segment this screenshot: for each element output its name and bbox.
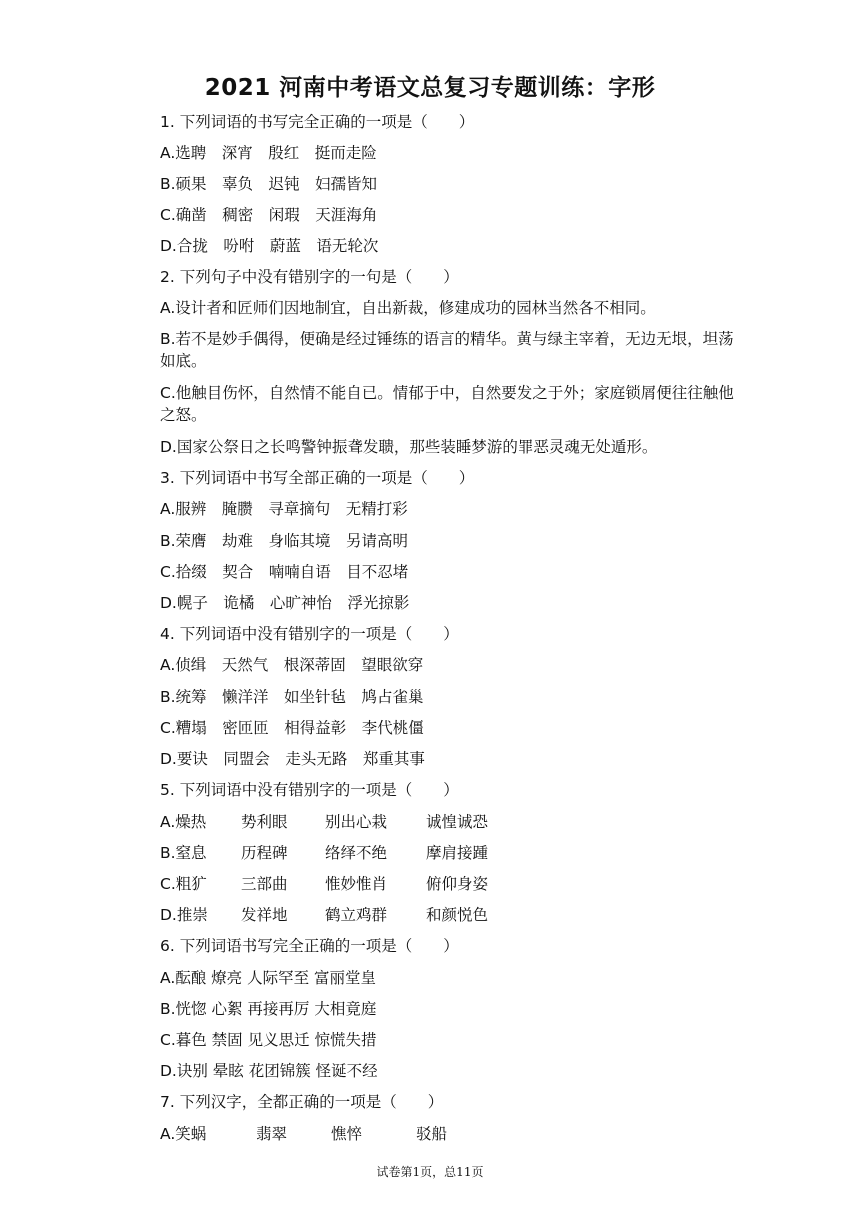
question-2-option-d: D.国家公祭日之长鸣警钟振聋发聩，那些装睡梦游的罪恶灵魂无处遁形。	[160, 438, 658, 456]
question-6-option-c: C.暮色 禁固 见义思迁 惊慌失措	[160, 1031, 377, 1049]
question-1-option-a: A.选聘 深宵 殷红 挺而走险	[160, 144, 377, 162]
question-3-option-d: D.幌子 诡橘 心旷神怡 浮光掠影	[160, 594, 410, 612]
question-7-option-a: A.笑蜗 翡翠 憔悴 驳船	[160, 1125, 448, 1143]
question-5-option-d: D.推崇 发祥地 鹤立鸡群 和颜悦色	[160, 906, 489, 924]
question-2-stem: 2. 下列句子中没有错别字的一句是（ ）	[160, 268, 459, 286]
question-1-option-c: C.确凿 稠密 闲瑕 天涯海角	[160, 206, 378, 224]
question-3-option-c: C.拾缀 契合 喃喃自语 目不忍堵	[160, 563, 409, 581]
question-7-stem: 7. 下列汉字，全都正确的一项是（ ）	[160, 1093, 444, 1111]
question-2-option-b: B.若不是妙手偶得，便确是经过锤练的语言的精华。黄与绿主宰着，无边无垠，坦荡如底。	[160, 330, 734, 370]
question-5-stem: 5. 下列词语中没有错别字的一项是（ ）	[160, 781, 459, 799]
question-4-option-d: D.要诀 同盟会 走头无路 郑重其事	[160, 750, 425, 768]
question-6-option-a: A.酝酿 燎亮 人际罕至 富丽堂皇	[160, 969, 377, 987]
question-4-option-b: B.统筹 懒洋洋 如坐针毡 鸠占雀巢	[160, 688, 424, 706]
question-3-stem: 3. 下列词语中书写全部正确的一项是（ ）	[160, 469, 475, 487]
question-5-option-a: A.燥热 势利眼 别出心栽 诚惶诚恐	[160, 813, 489, 831]
question-1-stem: 1. 下列词语的书写完全正确的一项是（ ）	[160, 113, 475, 131]
page-title: 2021 河南中考语文总复习专题训练：字形	[204, 75, 656, 101]
question-3-option-b: B.荣膺 劫难 身临其境 另请高明	[160, 532, 409, 550]
question-6-option-d: D.诀别 晕眩 花团锦簇 怪诞不经	[160, 1062, 378, 1080]
question-4-option-a: A.侦缉 天然气 根深蒂固 望眼欲穿	[160, 656, 424, 674]
question-5-option-c: C.粗犷 三部曲 惟妙惟肖 俯仰身姿	[160, 875, 489, 893]
question-2-option-c: C.他触目伤怀，自然情不能自已。情郁于中，自然要发之于外；家庭锁屑便往往触他之怒。	[160, 384, 734, 424]
question-1-option-b: B.硕果 辜负 迟钝 妇孺皆知	[160, 175, 378, 193]
question-6-option-b: B.恍惚 心絮 再接再厉 大相竟庭	[160, 1000, 377, 1018]
question-3-option-a: A.服辨 腌臜 寻章摘句 无精打彩	[160, 500, 408, 518]
question-4-option-c: C.糟塌 密匝匝 相得益彰 李代桃僵	[160, 719, 424, 737]
page-footer: 试卷第1页，总11页	[376, 1165, 484, 1179]
question-6-stem: 6. 下列词语书写完全正确的一项是（ ）	[160, 937, 459, 955]
question-1-option-d: D.合拢 吩咐 蔚蓝 语无轮次	[160, 237, 379, 255]
question-5-option-b: B.窒息 历程碑 络绎不绝 摩肩接踵	[160, 844, 489, 862]
question-2-option-a: A.设计者和匠师们因地制宜，自出新裁，修建成功的园林当然各不相同。	[160, 299, 656, 317]
question-4-stem: 4. 下列词语中没有错别字的一项是（ ）	[160, 625, 459, 643]
